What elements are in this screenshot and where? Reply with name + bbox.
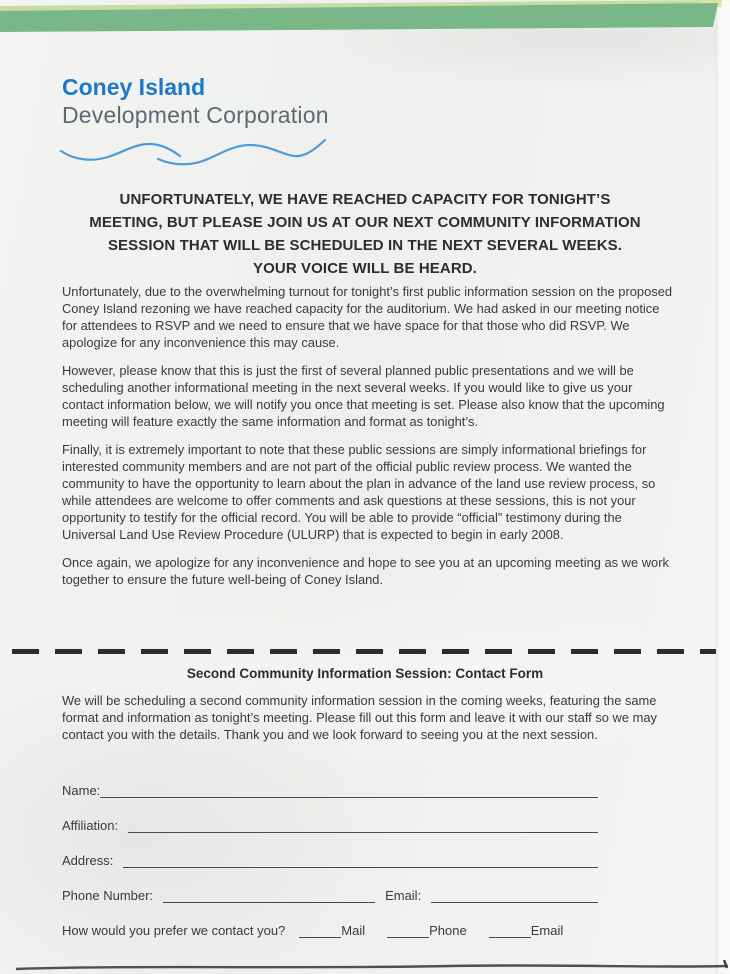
- affiliation-blank-line: [128, 817, 598, 833]
- contact-form-fields: [62, 780, 598, 955]
- paragraph-turnout: Unfortunately, due to the overwhelming turnout for tonight’s first public information session on the proposed Coney Island rezoning we have reached capacity for the auditorium. We had asked in our meeting notice for attendees to RSVP and we need to ensure that we have space for that those who did RSVP. We apologize for any inconvenience this may cause.: [62, 284, 673, 350]
- address-blank-line: [123, 852, 598, 868]
- paper-right-edge: [716, 0, 730, 974]
- email-label: Email:: [385, 888, 422, 903]
- email-option-blank: [489, 922, 531, 938]
- address-field-row: [62, 850, 598, 868]
- header-green-bar: [0, 0, 730, 36]
- paragraph-apology: Once again, we apologize for any inconvenience and hope to see you at an upcoming meeting as we work together to ensure the future well-being of Coney Island.: [62, 555, 669, 587]
- paragraph-ulurp: Finally, it is extremely important to note that these public sessions are simply informational briefings for interested community members and are not part of the official public review process. We wanted the community to have the opportunity to learn about the plan in advance of the land use review process, so while attendees are welcome to offer comments and ask questions at these sessions, this is not your opportunity to testify for the official record. You will be able to provide “official” testimony during the Universal Land Use Review Procedure (ULURP) that is expected to begin in early 2008.: [62, 442, 656, 542]
- headline-line: SESSION THAT WILL BE SCHEDULED IN THE NEXT SEVERAL WEEKS.: [107, 237, 623, 254]
- affiliation-field-row: [62, 815, 598, 833]
- paper-bottom-edge: [0, 960, 730, 974]
- logo: [62, 74, 329, 167]
- capacity-notice-headline: [35, 188, 695, 280]
- contact-preference-question: How would you prefer we contact you?: [62, 923, 286, 938]
- phone-label: Phone Number:: [62, 888, 154, 903]
- contact-form-heading: Second Community Information Session: Contact Form: [186, 666, 544, 681]
- letter-body: [62, 283, 674, 599]
- headline-line: UNFORTUNATELY, WE HAVE REACHED CAPACITY FOR TONIGHT’S: [119, 191, 611, 208]
- paragraph-next-meeting: However, please know that this is just the first of several planned public presentations and we will be scheduling another informational meeting in the next several weeks. If you would like to give us your contact information below, we will notify you once that meeting is set. Please also know that the upcoming meeting will feature exactly the same information and format as tonight’s.: [62, 363, 665, 429]
- phone-option-label: Phone: [429, 923, 467, 938]
- name-label: Name:: [62, 783, 101, 798]
- logo-org-name: Coney Island: [62, 74, 206, 100]
- address-label: Address:: [62, 853, 114, 868]
- affiliation-label: Affiliation:: [62, 818, 119, 833]
- name-blank-line: [100, 782, 598, 798]
- mail-option-blank: [299, 922, 341, 938]
- email-blank-line: [431, 887, 598, 903]
- phone-option-blank: [387, 922, 429, 938]
- headline-line: YOUR VOICE WILL BE HEARD.: [253, 260, 477, 277]
- dashed-divider: [12, 649, 722, 654]
- phone-email-field-row: [62, 885, 598, 903]
- contact-preference-row: [62, 920, 598, 938]
- wave-icon: [58, 133, 328, 167]
- phone-blank-line: [163, 887, 375, 903]
- headline-line: MEETING, BUT PLEASE JOIN US AT OUR NEXT COMMUNITY INFORMATION: [89, 214, 641, 231]
- logo-org-subname: Development Corporation: [62, 102, 329, 128]
- name-field-row: [62, 780, 598, 798]
- contact-form-intro: We will be scheduling a second community information session in the coming weeks, featuring the same format and information as tonight’s meeting. Please fill out this form and leave it with our staff so we may contact you with the details. Thank you and we look forward to seeing you at the next session.: [62, 693, 657, 742]
- mail-option-label: Mail: [341, 923, 366, 938]
- email-option-label: Email: [530, 923, 564, 938]
